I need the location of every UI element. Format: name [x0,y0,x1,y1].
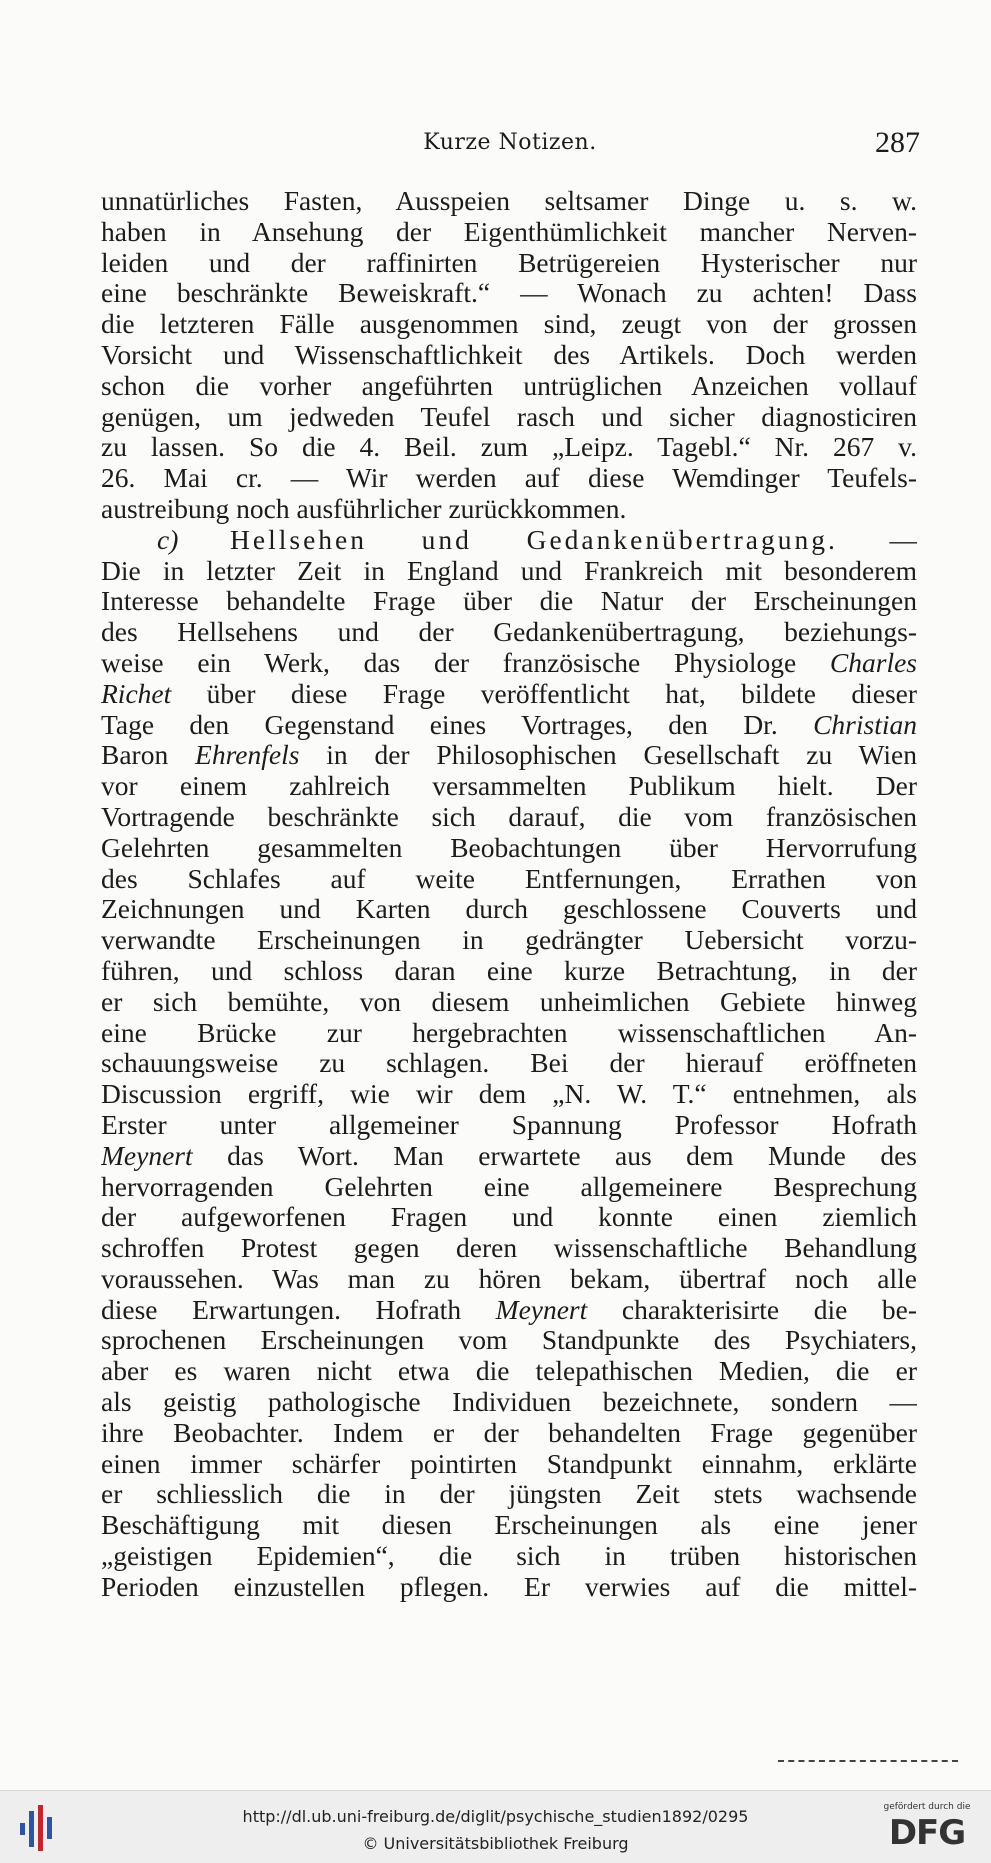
permalink-link[interactable]: http://dl.ub.uni-freiburg.de/diglit/psychische_studien1892/0295 [242,1807,749,1826]
dfg-wordmark: DFG [888,1813,966,1853]
text-line: zu lassen. So die 4. Beil. zum „Leipz. Tagebl.“ Nr. 267 v. [101,432,917,463]
text-line: Erster unter allgemeiner Spannung Professor Hofrath [101,1109,917,1140]
text-line: Die in letzter Zeit in England und Frankreich mit besonderem [101,555,917,586]
page-number: 287 [875,126,920,159]
text-line: einen immer schärfer pointirten Standpunkt einnahm, erklärte [101,1448,917,1479]
text-line: ihre Beobachter. Indem er der behandelten Frage gegenüber [101,1417,917,1448]
text-span: das Wort. Man erwartete aus dem Munde des [227,1140,917,1171]
person-name: Richet [101,678,172,709]
text-line: Zeichnungen und Karten durch geschlossene Couverts und [101,894,917,925]
text-span: in der Philosophischen Gesellschaft zu Wien [326,740,917,771]
text-line: vor einem zahlreich versammelten Publikum hielt. Der [101,771,917,802]
text-line: des Hellsehens und der Gedankenübertragung, beziehungs- [101,617,917,648]
text-line: als geistig pathologische Individuen bezeichnete, sondern — [101,1387,917,1418]
text-line: verwandte Erscheinungen in gedrängter Uebersicht vorzu- [101,925,917,956]
text-line [101,710,917,741]
text-line: haben in Ansehung der Eigenthümlichkeit mancher Nerven- [101,216,917,247]
text-line: Vorsicht und Wissenschaftlichkeit des Artikels. Doch werden [101,339,917,370]
text-line: führen, und schloss daran eine kurze Betrachtung, in der [101,955,917,986]
text-line: Perioden einzustellen pflegen. Er verwies auf die mittel- [101,1571,917,1602]
text-line: Discussion ergriff, wie wir dem „N. W. T.“ entnehmen, als [101,1079,917,1110]
text-line: hervorragenden Gelehrten eine allgemeinere Besprechung [101,1171,917,1202]
text-line: „geistigen Epidemien“, die sich in trüben historischen [101,1541,917,1572]
text-line: unnatürliches Fasten, Ausspeien seltsamer Dinge u. s. w. [101,186,917,216]
person-name: Meynert [101,1140,193,1171]
dfg-logo [877,1801,977,1857]
text-line: er sich bemühte, von diesem unheimlichen Gebiete hinweg [101,986,917,1017]
viewer-footer [0,1790,991,1863]
person-name: Charles [829,647,917,678]
text-line: eine beschränkte Beweiskraft.“ — Wonach zu achten! Dass [101,278,917,309]
text-line [101,648,917,679]
text-line: aber es waren nicht etwa die telepathischen Medien, die er [101,1356,917,1387]
text-line: eine Brücke zur hergebrachten wissenschaftlichen An- [101,1017,917,1048]
text-line: Gelehrten gesammelten Beobachtungen über Hervorrufung [101,832,917,863]
running-head [100,126,920,162]
text-line: genügen, um jedweden Teufel rasch und sicher diagnosticiren [101,401,917,432]
text-line: schauungsweise zu schlagen. Bei der hierauf eröffneten [101,1048,917,1079]
copyright-notice: © Universitätsbibliothek Freiburg [362,1834,629,1853]
text-line: Vortragende beschränkte sich darauf, die vom französischen [101,801,917,832]
text-span: weise ein Werk, das der französische Physiologe [101,647,797,678]
text-line: schroffen Protest gegen deren wissenschaftliche Behandlung [101,1233,917,1264]
scan-mark-line [778,1760,958,1764]
section-heading: Hellsehen und Gedankenübertragung. [230,524,838,555]
text-line: die letzteren Fälle ausgenommen sind, zeugt von der grossen [101,309,917,340]
section-heading-line [101,525,917,556]
text-line: leiden und der raffinirten Betrügereien Hysterischer nur [101,247,917,278]
text-span: über diese Frage veröffentlicht hat, bildete dieser [206,678,917,709]
text-line [101,679,917,710]
body-text [101,186,917,1603]
section-dash: — [889,524,917,555]
text-line [101,1141,917,1172]
text-line: voraussehen. Was man zu hören bekam, übertraf noch alle [101,1263,917,1294]
text-line: Beschäftigung mit diesen Erscheinungen als eine jener [101,1510,917,1541]
text-line: sprochenen Erscheinungen vom Standpunkte des Psychiaters, [101,1325,917,1356]
dfg-funding-note: gefördert durch die [883,1802,971,1812]
running-title: Kurze Notizen. [423,130,597,155]
person-name: Ehrenfels [195,740,300,771]
text-line [101,1295,917,1326]
text-line: schon die vorher angeführten untrüglichen Anzeichen vollauf [101,370,917,401]
text-line: Interesse behandelte Frage über die Natur der Erscheinungen [101,586,917,617]
person-name: Christian [813,709,917,740]
text-span: diese Erwartungen. Hofrath [101,1294,462,1325]
text-span: charakterisirte die be- [621,1294,917,1325]
text-line: der aufgeworfenen Fragen und konnte einen ziemlich [101,1202,917,1233]
text-line: er schliesslich die in der jüngsten Zeit stets wachsende [101,1479,917,1510]
text-line [101,740,917,771]
text-line: austreibung noch ausführlicher zurückkommen. [101,493,627,524]
text-span: Baron [101,740,169,771]
section-marker: c) [157,524,179,555]
text-span: Tage den Gegenstand eines Vortrages, den Dr. [101,709,778,740]
person-name: Meynert [495,1294,588,1325]
text-line: 26. Mai cr. — Wir werden auf diese Wemdinger Teufels- [101,463,917,494]
text-line: des Schlafes auf weite Entfernungen, Errathen von [101,863,917,894]
